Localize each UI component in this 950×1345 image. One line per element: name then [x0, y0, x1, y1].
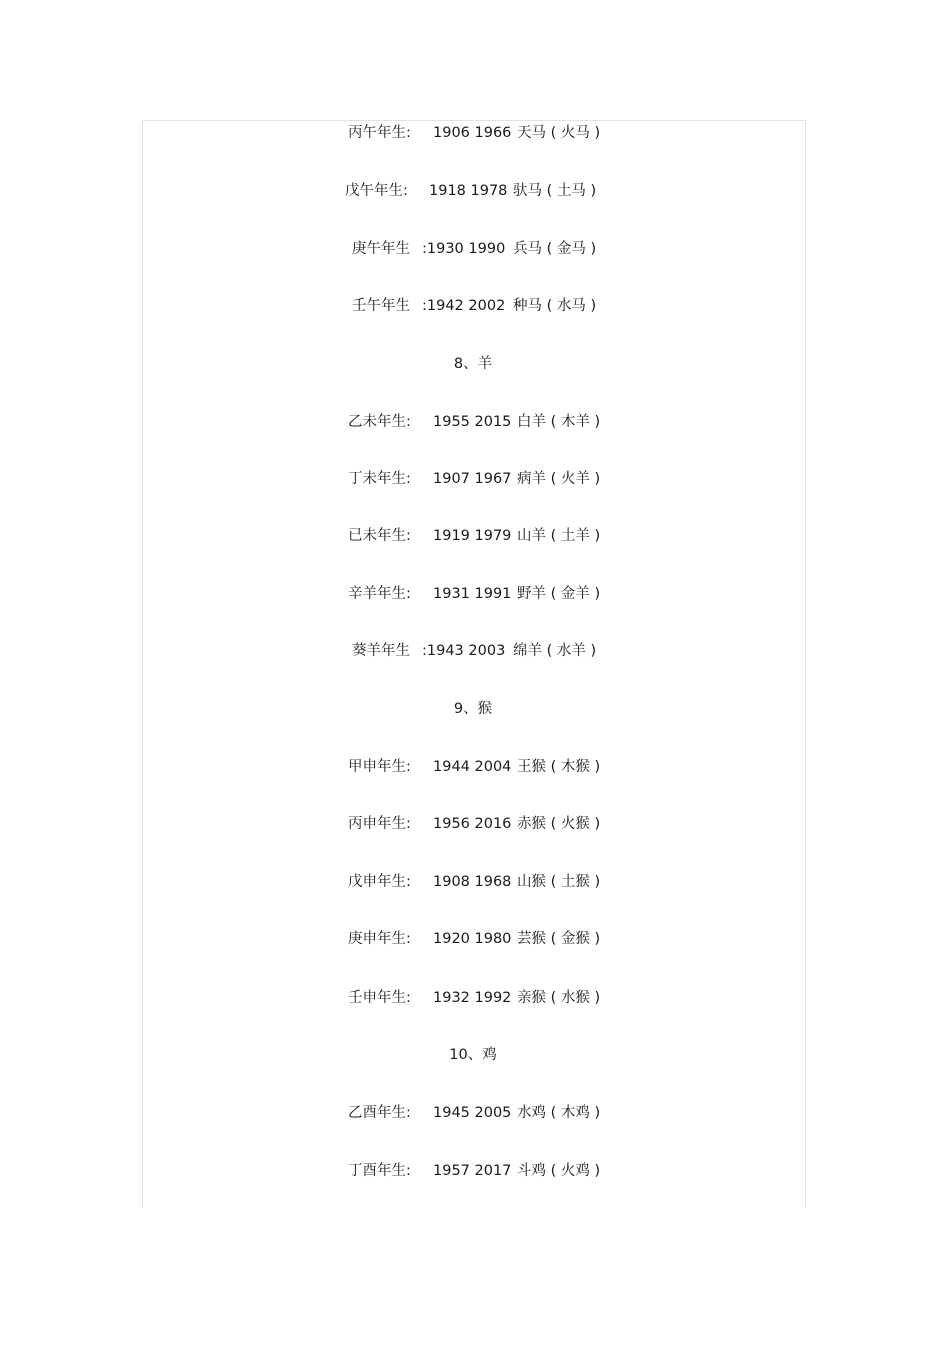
- row-name: 驮马 ( 土马 ): [513, 183, 597, 199]
- row-name: 山猴 ( 土猴 ): [517, 874, 601, 890]
- row-label: 葵羊年生: [352, 643, 410, 659]
- row-years: 1944 2004: [433, 759, 512, 775]
- row-name: 赤猴 ( 火猴 ): [517, 816, 601, 832]
- row-label: 丙申年生:: [348, 816, 411, 832]
- row-years: 1957 2017: [433, 1163, 512, 1179]
- row-years: 1919 1979: [433, 528, 512, 544]
- row-years: 1908 1968: [433, 874, 512, 890]
- row-name: 兵马 ( 金马 ): [513, 241, 597, 257]
- row-label: 丙午年生:: [348, 125, 411, 141]
- row-name: 芸猴 ( 金猴 ): [517, 931, 601, 947]
- row-label: 辛羊年生:: [348, 586, 411, 602]
- row-years: 1945 2005: [433, 1105, 512, 1121]
- row-name: 病羊 ( 火羊 ): [517, 471, 601, 487]
- row-label: 丁未年生:: [348, 471, 411, 487]
- row-years: 1955 2015: [433, 414, 512, 430]
- row-name: 种马 ( 水马 ): [513, 298, 597, 314]
- row-label: 丁酉年生:: [348, 1163, 411, 1179]
- zodiac-row-jiashen: [0, 754, 950, 780]
- row-label: 戊申年生:: [348, 874, 411, 890]
- row-years: :1930 1990: [422, 241, 506, 257]
- row-name: 山羊 ( 土羊 ): [517, 528, 601, 544]
- row-name: 绵羊 ( 水羊 ): [513, 643, 597, 659]
- row-label: 壬午年生: [352, 298, 410, 314]
- zodiac-row-xinyang: [0, 581, 950, 607]
- zodiac-row-yiwei: [0, 409, 950, 435]
- row-name: 斗鸡 ( 火鸡 ): [517, 1163, 601, 1179]
- row-years: 1907 1967: [433, 471, 512, 487]
- section-heading-rooster: 10、鸡: [449, 1047, 497, 1063]
- row-name: 水鸡 ( 木鸡 ): [517, 1105, 601, 1121]
- zodiac-row-jiwei: [0, 523, 950, 549]
- zodiac-row-renshen: [0, 985, 950, 1011]
- zodiac-row-wuwu: [0, 178, 950, 204]
- zodiac-row-dingwei: [0, 466, 950, 492]
- zodiac-row-bingshen: [0, 811, 950, 837]
- zodiac-row-yiyou: [0, 1100, 950, 1126]
- zodiac-row-gengshen: [0, 926, 950, 952]
- row-label: 庚午年生: [352, 241, 410, 257]
- row-label: 已未年生:: [348, 528, 411, 544]
- row-years: 1932 1992: [433, 990, 512, 1006]
- row-years: 1956 2016: [433, 816, 512, 832]
- zodiac-row-bingwu: [0, 120, 950, 146]
- zodiac-row-renwu: [0, 293, 950, 319]
- row-name: 白羊 ( 木羊 ): [517, 414, 601, 430]
- row-years: 1931 1991: [433, 586, 512, 602]
- row-name: 野羊 ( 金羊 ): [517, 586, 601, 602]
- zodiac-row-wushen: [0, 869, 950, 895]
- row-label: 甲申年生:: [348, 759, 411, 775]
- row-years: :1943 2003: [422, 643, 506, 659]
- row-years: 1918 1978: [429, 183, 508, 199]
- row-years: 1920 1980: [433, 931, 512, 947]
- zodiac-row-gengwu: [0, 236, 950, 262]
- section-heading-sheep: 8、羊: [453, 356, 493, 372]
- row-label: 庚申年生:: [348, 931, 411, 947]
- row-years: 1906 1966: [433, 125, 512, 141]
- row-name: 天马 ( 火马 ): [517, 125, 601, 141]
- row-label: 乙未年生:: [348, 414, 411, 430]
- row-label: 壬申年生:: [348, 990, 411, 1006]
- section-heading-monkey: 9、猴: [453, 701, 493, 717]
- row-label: 乙酉年生:: [348, 1105, 411, 1121]
- row-label: 戊午年生:: [345, 183, 408, 199]
- row-name: 王猴 ( 木猴 ): [517, 759, 601, 775]
- row-name: 亲猴 ( 水猴 ): [517, 990, 601, 1006]
- row-years: :1942 2002: [422, 298, 506, 314]
- zodiac-row-dingyou: [0, 1158, 950, 1184]
- zodiac-row-kuiyang: [0, 638, 950, 664]
